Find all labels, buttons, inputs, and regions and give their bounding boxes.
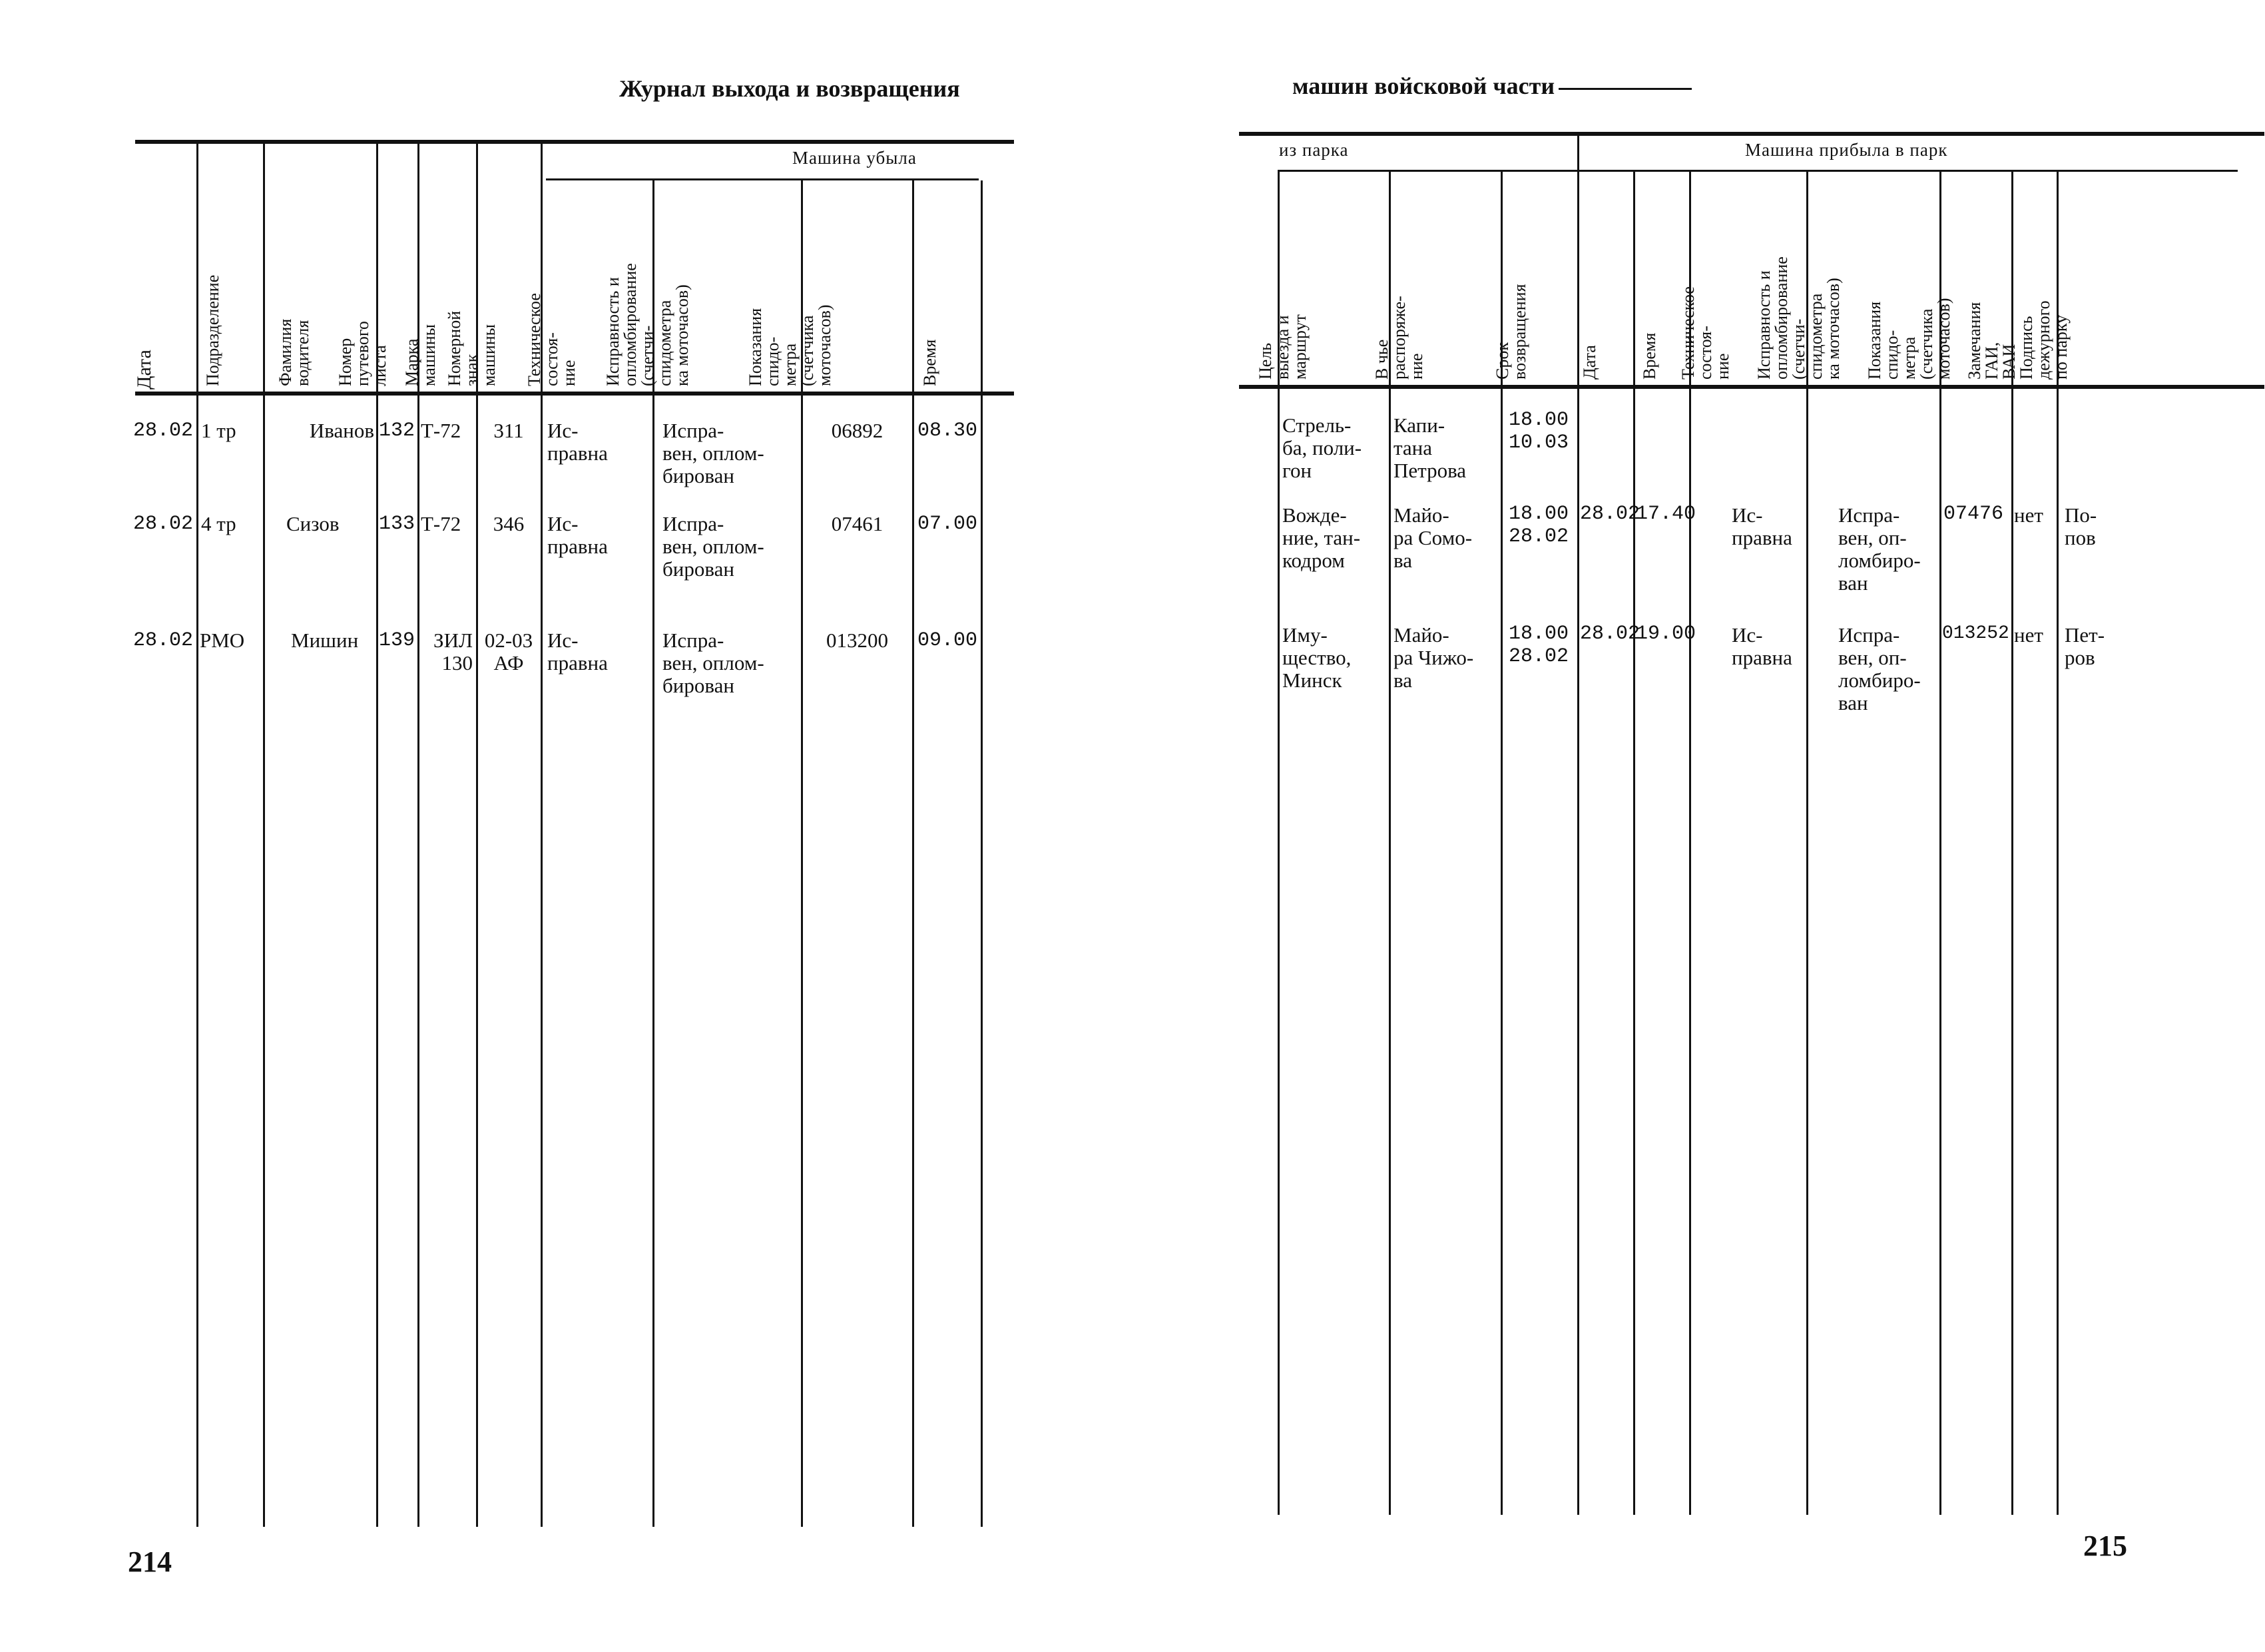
cell-waybill: 133 bbox=[379, 513, 415, 535]
cell-plate: 311 bbox=[493, 419, 524, 442]
cell-seal-state: Испра- вен, оплом- бирован bbox=[662, 512, 764, 581]
cell-return-by: 18.00 28.02 bbox=[1509, 503, 1569, 548]
blank-unit-line bbox=[1559, 88, 1692, 90]
cell-odometer: 07476 bbox=[1943, 503, 2004, 525]
column-rule bbox=[196, 142, 198, 1527]
cell-signature: Пет- ров bbox=[2065, 623, 2105, 669]
cell-seal-state: Испра- вен, оплом- бирован bbox=[662, 629, 764, 697]
table-top-rule bbox=[135, 140, 1014, 144]
cell-odometer: 06892 bbox=[831, 419, 883, 442]
column-rule bbox=[263, 142, 265, 1527]
cell-purpose: Иму- щество, Минск bbox=[1282, 623, 1352, 692]
cell-purpose: Вожде- ние, тан- кодром bbox=[1282, 503, 1361, 572]
cell-odometer: 013252 bbox=[1942, 623, 2009, 644]
cell-time: 17.40 bbox=[1636, 503, 1696, 525]
group-header-right: Машина прибыла в парк bbox=[1745, 140, 1948, 160]
cell-assigned-to: Майо- ра Сомо- ва bbox=[1393, 503, 1473, 572]
cell-tech-state: Ис- правна bbox=[1732, 623, 1792, 669]
cell-seal-state: Испра- вен, оп- ломбиро- ван bbox=[1838, 623, 1921, 714]
cell-unit: РМО bbox=[200, 629, 245, 652]
cell-driver: Иванов bbox=[309, 419, 374, 442]
group-rule bbox=[1279, 170, 2238, 172]
cell-tech-state: Ис- правна bbox=[547, 629, 608, 675]
cell-return-by: 18.00 10.03 bbox=[1509, 409, 1569, 454]
cell-date: 28.02 bbox=[133, 629, 194, 652]
column-rule bbox=[912, 180, 914, 1527]
cell-date: 28.02 bbox=[133, 513, 194, 535]
cell-plate: 346 bbox=[493, 512, 525, 535]
column-rule bbox=[1633, 172, 1635, 1515]
cell-model: ЗИЛ 130 bbox=[433, 629, 473, 675]
cell-return-by: 18.00 28.02 bbox=[1509, 623, 1569, 668]
cell-unit: 4 тр bbox=[201, 512, 236, 535]
cell-driver: Сизов bbox=[286, 512, 340, 535]
cell-date: 28.02 bbox=[1580, 623, 1640, 645]
cell-driver: Мишин bbox=[291, 629, 359, 652]
column-rule bbox=[981, 180, 983, 1527]
cell-date: 28.02 bbox=[1580, 503, 1640, 525]
header-bottom-rule bbox=[135, 392, 1014, 396]
cell-seal-state: Испра- вен, оп- ломбиро- ван bbox=[1838, 503, 1921, 595]
page-number: 215 bbox=[2083, 1529, 2127, 1562]
column-rule bbox=[1577, 133, 1579, 1515]
cell-tech-state: Ис- правна bbox=[1732, 503, 1792, 549]
right-page: машин войсковой части из парка Машина прибыла в парк Цель выезда и маршрут В чье распоряже- ние Срок возвращения Дата Время Техническое состоя- ние Исправность и опломбирование (счетчи- спидометра ка моточасов) Показания спидо- метра (счетчика моточасов) Замечания ГАИ, ВАИ Подпись дежурного по парку Стрель- ба, поли- гон Капи- тана Петрова 18.00 10.03 Вожде- ние, тан- кодром Майо- ра Сомо- ва 18.00 28.02 28.02 17.40 Ис- правна Испра- вен, оп- ломбиро- ван 07476 нет По- пов Иму- щество, Минск Майо- ра Чижо- ва 18.00 28.02 28.02 19.00 Ис- правна Испра- вен, оп- ломбиро- ван 013252 нет Пет- ров 215 bbox=[1132, 0, 2265, 1652]
group-header-left: из парка bbox=[1279, 140, 1349, 160]
running-title: машин войсковой части bbox=[1292, 72, 1692, 100]
cell-odometer: 013200 bbox=[826, 629, 888, 652]
cell-signature: По- пов bbox=[2065, 503, 2097, 549]
cell-remarks: нет bbox=[2014, 623, 2043, 647]
cell-waybill: 132 bbox=[379, 419, 415, 442]
cell-time: 08.30 bbox=[917, 419, 978, 442]
cell-odometer: 07461 bbox=[831, 512, 883, 535]
cell-model: Т-72 bbox=[421, 512, 461, 535]
running-title: Журнал выхода и возвращения bbox=[619, 75, 960, 102]
cell-unit: 1 тр bbox=[201, 419, 236, 442]
cell-tech-state: Ис- правна bbox=[547, 512, 608, 558]
header-bottom-rule bbox=[1239, 385, 2264, 389]
cell-assigned-to: Майо- ра Чижо- ва bbox=[1393, 623, 1474, 692]
cell-time: 09.00 bbox=[917, 629, 978, 652]
cell-waybill: 139 bbox=[379, 629, 415, 652]
cell-time: 07.00 bbox=[917, 513, 978, 535]
cell-tech-state: Ис- правна bbox=[547, 419, 608, 465]
cell-seal-state: Испра- вен, оплом- бирован bbox=[662, 419, 764, 487]
cell-plate: 02-03 АФ bbox=[484, 629, 533, 675]
cell-model: Т-72 bbox=[421, 419, 461, 442]
left-page: Журнал выхода и возвращения Машина убыла Дата Подразделение Фамилия водителя Номер путевого листа Марка машины Номерной знак машины Техническое состоя- ние Исправность и опломбирование (счетчи- спидометра ка моточасов) Показания спидо- метра (счетчика моточасов) Время 28.02 1 тр Иванов 132 Т-72 311 Ис- правна Испра- вен, оплом- бирован 06892 08.30 28.02 4 тр Сизов 133 Т-72 346 Ис- правна Испра- вен, оплом- бирован 07461 07.00 28.02 РМО Мишин 139 ЗИЛ 130 02-03 АФ Ис- правна Испра- вен, оплом- бирован 013200 09.00 214 bbox=[0, 0, 1132, 1652]
table-top-rule bbox=[1239, 132, 2264, 136]
cell-assigned-to: Капи- тана Петрова bbox=[1393, 413, 1467, 482]
cell-purpose: Стрель- ба, поли- гон bbox=[1282, 413, 1362, 482]
page-number: 214 bbox=[128, 1545, 172, 1578]
cell-date: 28.02 bbox=[133, 419, 194, 442]
cell-remarks: нет bbox=[2014, 503, 2043, 527]
group-header: Машина убыла bbox=[792, 148, 917, 168]
cell-time: 19.00 bbox=[1636, 623, 1696, 645]
